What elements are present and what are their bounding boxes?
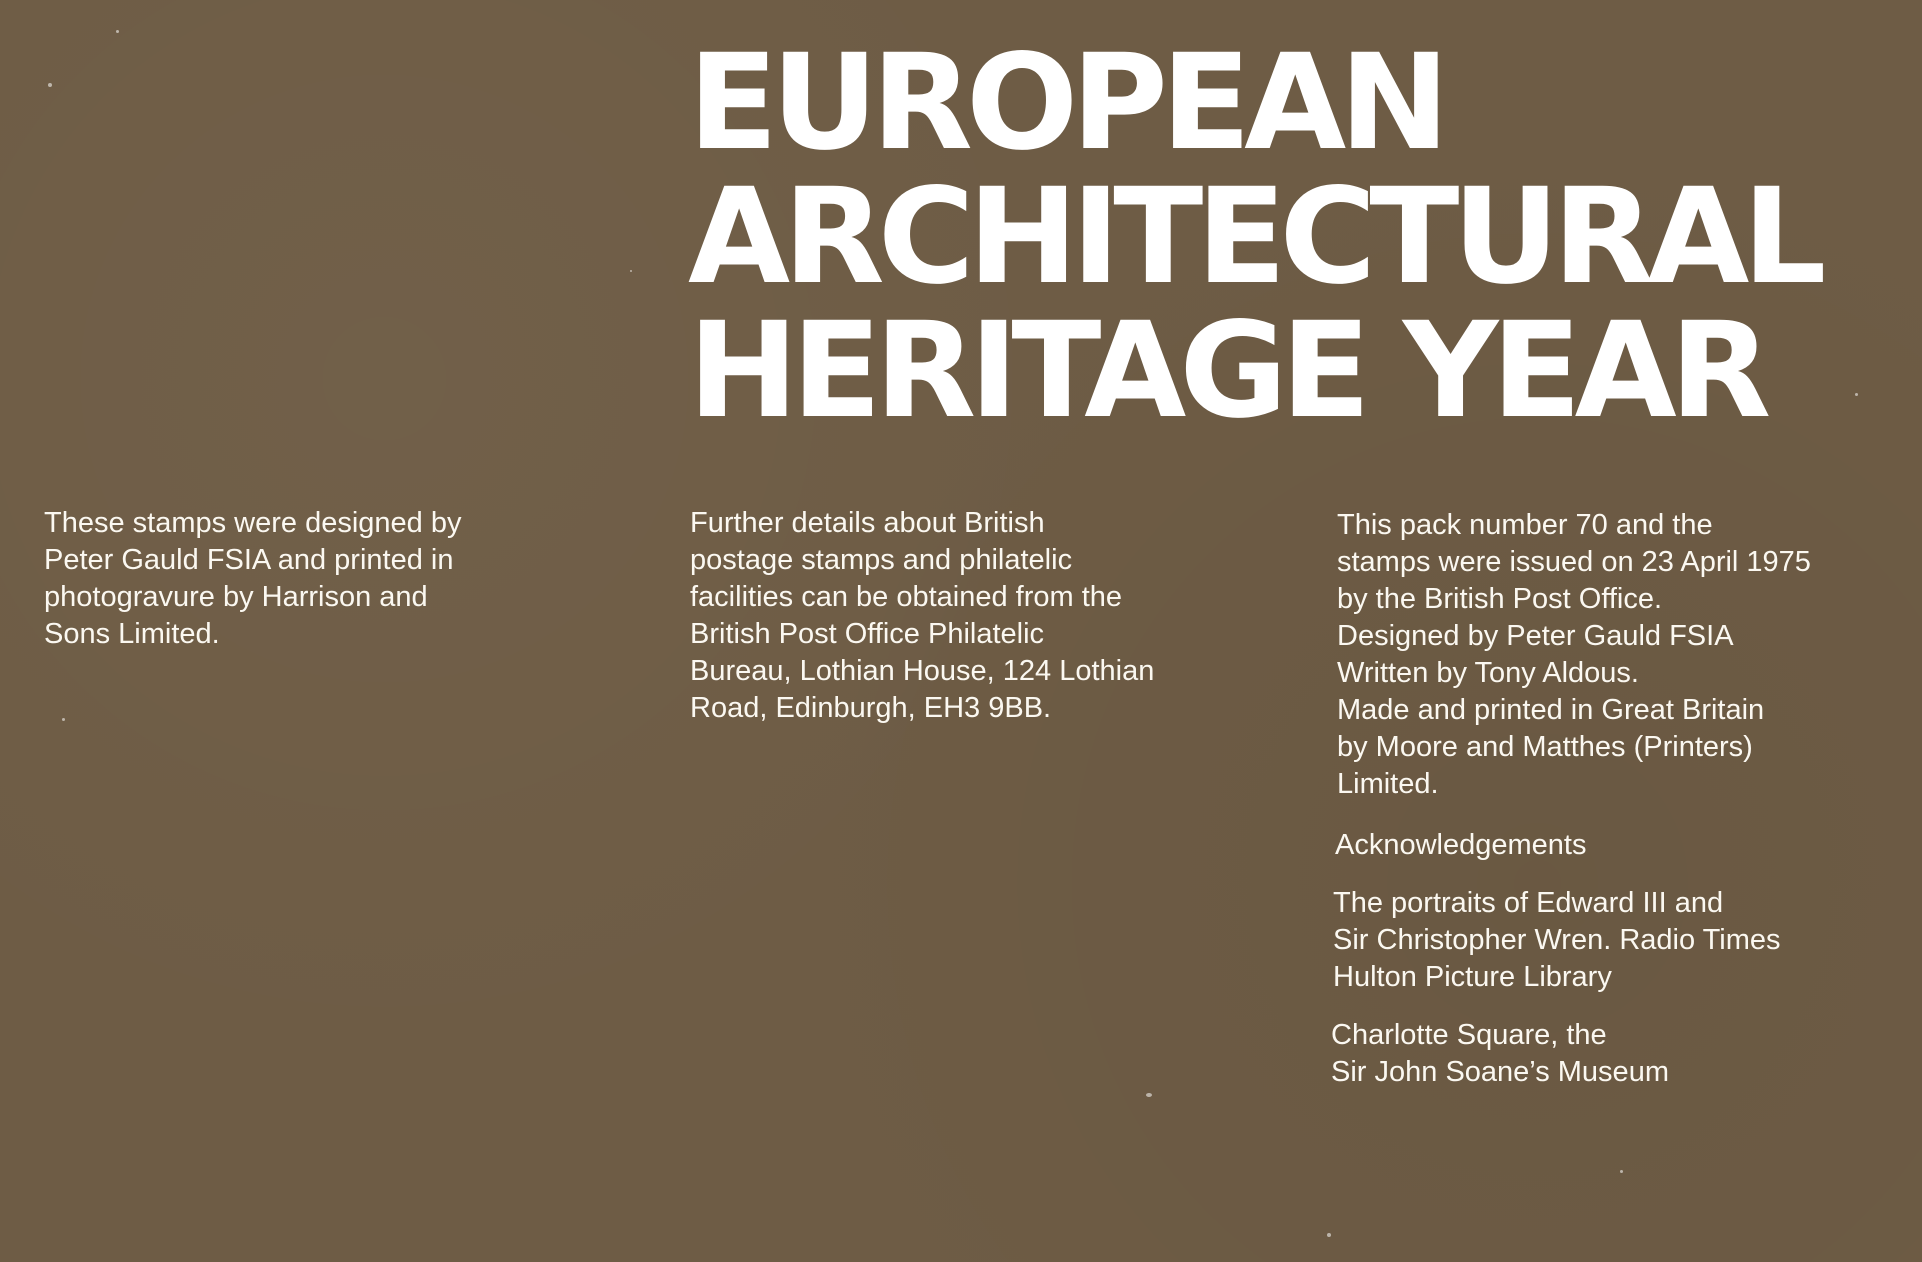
bureau-details-line: Further details about British [690,507,1045,539]
designer-note [44,505,462,653]
acknowledgements-heading [1335,827,1586,864]
issue-info-line: stamps were issued on 23 April 1975 [1337,546,1811,578]
issue-info [1337,507,1811,803]
issue-info-line: by the British Post Office. [1337,583,1663,615]
bureau-details-line: Bureau, Lothian House, 124 Lothian [690,655,1155,687]
paper-speck [1620,1170,1623,1173]
acknowledgements-heading-text: Acknowledgements [1335,829,1587,861]
issue-info-line: This pack number 70 and the [1337,509,1713,541]
title-line-2: ARCHITECTURAL [688,160,1820,314]
issue-info-line: Written by Tony Aldous. [1337,657,1639,689]
acknowledgement-portraits [1333,885,1781,996]
acknowledgement-line: Hulton Picture Library [1333,961,1612,993]
acknowledgement-line: Charlotte Square, the [1331,1019,1607,1051]
bureau-details-line: British Post Office Philatelic [690,618,1045,650]
designer-note-line: photogravure by Harrison and [44,581,428,613]
designer-note-line: These stamps were designed by [44,507,462,539]
paper-speck [116,30,119,33]
paper-speck [630,270,632,272]
title-line-3: HERITAGE YEAR [688,294,1765,448]
paper-speck [48,83,52,87]
issue-info-line: Made and printed in Great Britain [1337,694,1765,726]
designer-note-line: Sons Limited. [44,618,220,650]
bureau-details [690,505,1154,727]
pack-title [688,26,1820,448]
acknowledgement-square [1331,1017,1669,1091]
paper-speck [1146,1093,1152,1097]
designer-note-line: Peter Gauld FSIA and printed in [44,544,454,576]
title-line-1: EUROPEAN [688,26,1443,180]
paper-speck [1327,1233,1331,1237]
issue-info-line: Limited. [1337,768,1439,800]
paper-speck [1855,393,1858,396]
bureau-details-line: Road, Edinburgh, EH3 9BB. [690,692,1052,724]
paper-speck [62,718,65,721]
bureau-details-line: facilities can be obtained from the [690,581,1123,613]
acknowledgement-line: Sir John Soane’s Museum [1331,1056,1669,1088]
acknowledgement-line: The portraits of Edward III and [1333,887,1724,919]
acknowledgement-line: Sir Christopher Wren. Radio Times [1333,924,1781,956]
issue-info-line: Designed by Peter Gauld FSIA [1337,620,1734,652]
issue-info-line: by Moore and Matthes (Printers) [1337,731,1753,763]
bureau-details-line: postage stamps and philatelic [690,544,1073,576]
